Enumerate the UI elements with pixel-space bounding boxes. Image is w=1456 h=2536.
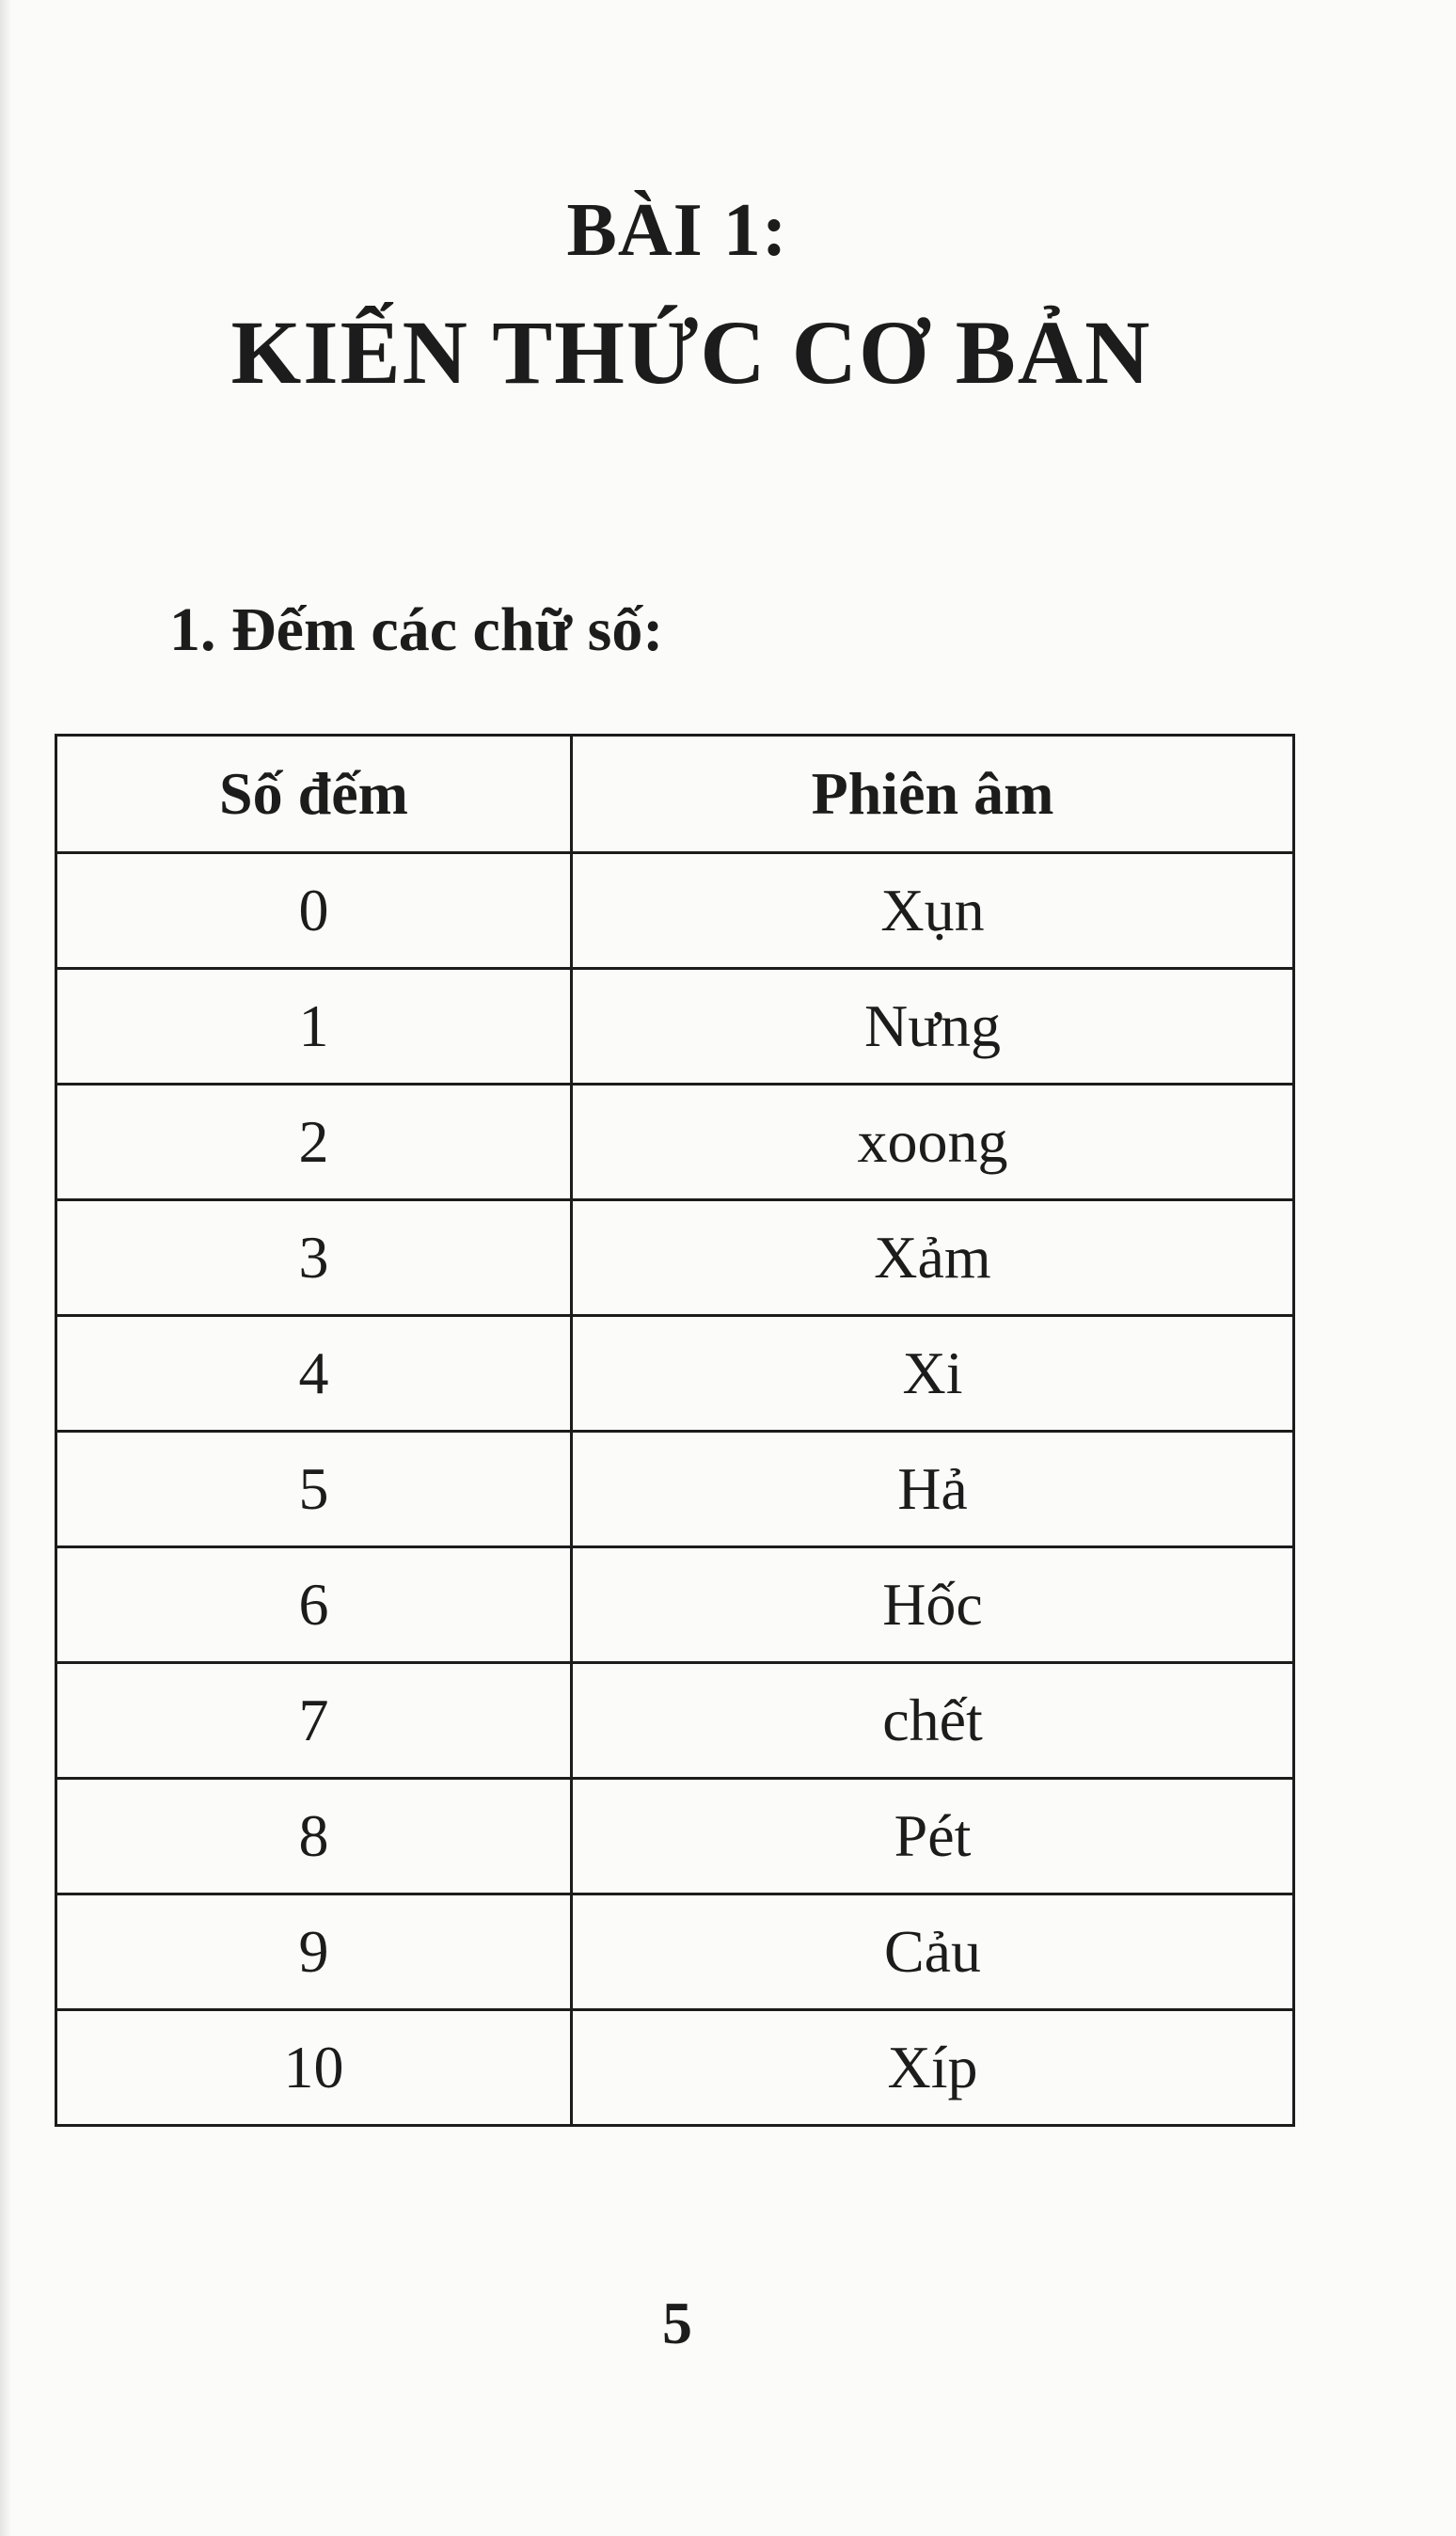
cell-number: 7 <box>56 1663 572 1779</box>
table-row <box>56 1663 1294 1779</box>
cell-pronunciation: Xi <box>572 1316 1294 1432</box>
cell-number: 4 <box>56 1316 572 1432</box>
table-row <box>56 1894 1294 2010</box>
header-number: Số đếm <box>56 736 572 853</box>
cell-number: 3 <box>56 1200 572 1316</box>
cell-pronunciation: Pét <box>572 1779 1294 1894</box>
cell-pronunciation: Nưng <box>572 969 1294 1085</box>
table-row <box>56 969 1294 1085</box>
page-number: 5 <box>662 2290 692 2356</box>
cell-number: 5 <box>56 1432 572 1547</box>
cell-pronunciation: chết <box>572 1663 1294 1779</box>
table-row <box>56 1316 1294 1432</box>
table-header-row <box>56 736 1294 853</box>
cell-pronunciation: Hốc <box>572 1547 1294 1663</box>
cell-pronunciation: Cảu <box>572 1894 1294 2010</box>
cell-pronunciation: Xụn <box>572 853 1294 969</box>
table-row <box>56 1432 1294 1547</box>
table-row <box>56 2010 1294 2126</box>
cell-number: 6 <box>56 1547 572 1663</box>
cell-number: 9 <box>56 1894 572 2010</box>
cell-pronunciation: Xảm <box>572 1200 1294 1316</box>
cell-number: 2 <box>56 1085 572 1200</box>
lesson-title: KIẾN THỨC CƠ BẢN <box>230 302 1152 403</box>
table-row <box>56 1200 1294 1316</box>
table-row <box>56 1547 1294 1663</box>
cell-number: 0 <box>56 853 572 969</box>
cell-pronunciation: Hả <box>572 1432 1294 1547</box>
counting-table <box>55 734 1295 2127</box>
cell-pronunciation: Xíp <box>572 2010 1294 2126</box>
lesson-number: BÀI 1: <box>566 189 788 272</box>
cell-pronunciation: xoong <box>572 1085 1294 1200</box>
table-row <box>56 853 1294 969</box>
cell-number: 8 <box>56 1779 572 1894</box>
header-pronunciation: Phiên âm <box>572 736 1294 853</box>
cell-number: 1 <box>56 969 572 1085</box>
table-row <box>56 1085 1294 1200</box>
cell-number: 10 <box>56 2010 572 2126</box>
table-row <box>56 1779 1294 1894</box>
section-heading: 1. Đếm các chữ số: <box>169 595 664 664</box>
